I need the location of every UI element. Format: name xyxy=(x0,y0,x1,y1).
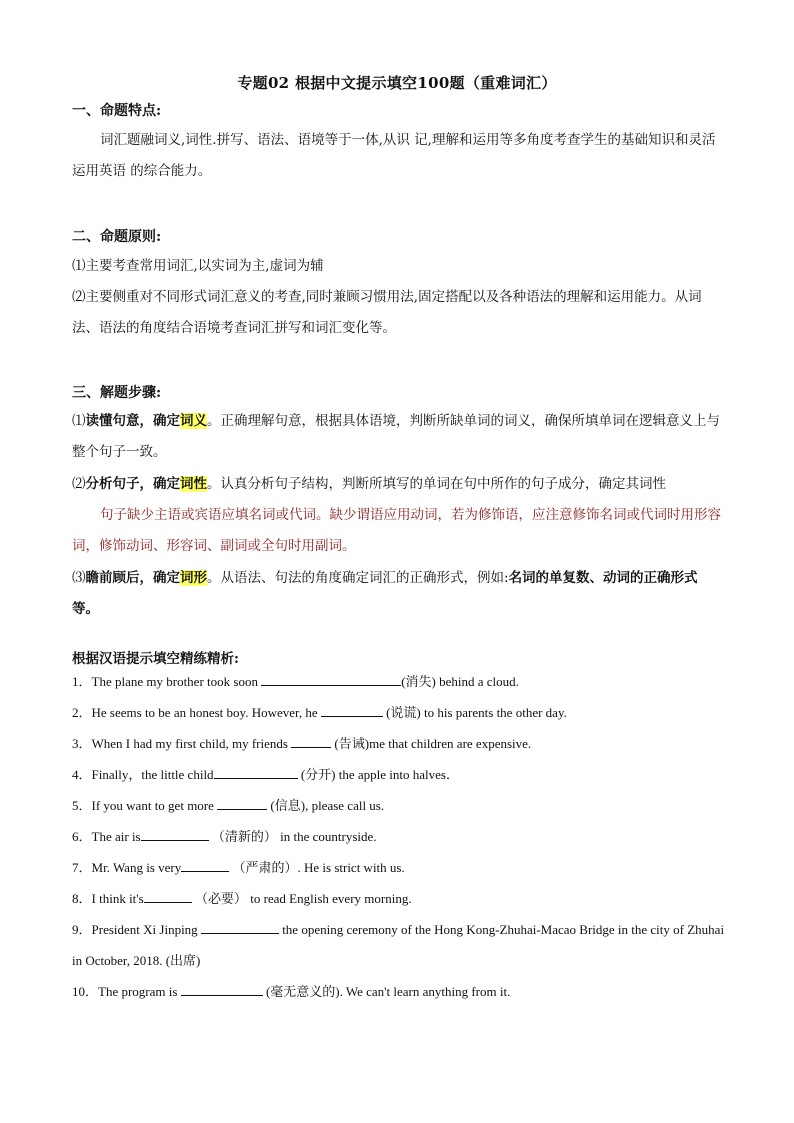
question-number: 8． xyxy=(72,891,92,906)
question-text: I think it's xyxy=(91,891,144,906)
step-1-highlight: 词义 xyxy=(180,413,207,429)
step-3-highlight: 词形 xyxy=(180,570,207,586)
question-hint: (毫无意义的). We can't learn anything from it. xyxy=(262,984,511,999)
step-1-number: ⑴ xyxy=(72,413,86,429)
answer-blank[interactable] xyxy=(321,703,383,717)
section-2-point-1: ⑴主要考查常用词汇,以实词为主,虚词为辅 xyxy=(72,258,324,274)
question-text: The plane my brother took soon xyxy=(91,674,262,689)
question-8 xyxy=(72,883,732,914)
step-2-highlight: 词性 xyxy=(180,476,207,492)
question-hint: （严肃的）. He is strict with us. xyxy=(229,860,405,875)
section-2-point-2: ⑵主要侧重对不同形式词汇意义的考查,同时兼顾习惯用法,固定搭配以及各种语法的理解和运用能力。从词法、语法的角度结合语境考查词汇拼写和词汇变化等。 xyxy=(72,289,702,336)
question-number: 4． xyxy=(72,767,92,782)
question-number: 9． xyxy=(72,922,92,937)
question-text: The air is xyxy=(91,829,141,844)
question-hint: （必要） to read English every morning. xyxy=(191,891,412,906)
question-number: 5． xyxy=(72,798,92,813)
section-1-body: 词汇题融词义,词性.拼写、语法、语境等于一体,从识 记,理解和运用等多角度考查学生的基础知识和灵活运用英语 的综合能力。 xyxy=(72,132,716,179)
step-1 xyxy=(72,406,724,468)
answer-blank[interactable] xyxy=(291,734,331,748)
question-9 xyxy=(72,914,732,976)
question-number: 2． xyxy=(72,705,92,720)
section-2-heading: 二、命题原则: xyxy=(72,229,162,245)
question-hint: (消失) behind a cloud. xyxy=(401,674,519,689)
step-3-number: ⑶ xyxy=(72,570,86,586)
question-number: 7． xyxy=(72,860,92,875)
question-number: 3． xyxy=(72,736,92,751)
question-text: He seems to be an honest boy. However, he xyxy=(91,705,321,720)
section-3-heading: 三、解题步骤: xyxy=(72,385,162,401)
question-hint: (说谎) to his parents the other day. xyxy=(382,705,567,720)
question-4 xyxy=(72,759,732,790)
question-1 xyxy=(72,666,732,697)
question-hint: (分开) the apple into halves． xyxy=(297,767,459,782)
question-number: 1． xyxy=(72,674,92,689)
step-3-bold: 瞻前顾后，确定 xyxy=(85,570,180,586)
answer-blank[interactable] xyxy=(201,920,279,934)
question-5 xyxy=(72,790,732,821)
question-2 xyxy=(72,697,732,728)
question-7 xyxy=(72,852,732,883)
step-3 xyxy=(72,563,724,625)
question-hint: the opening ceremony of the Hong Kong-Zhuhai-Macao Bridge in the city of Zhuhai in October, 2018. (出席) xyxy=(72,922,725,968)
answer-blank[interactable] xyxy=(144,889,192,903)
question-3 xyxy=(72,728,732,759)
answer-blank[interactable] xyxy=(181,982,263,996)
step-3-text: 。从语法、句法的角度确定词汇的正确形式，例如: xyxy=(207,570,509,586)
step-2-number: ⑵ xyxy=(72,476,86,492)
question-text: Finally，the little child xyxy=(91,767,214,782)
question-6 xyxy=(72,821,732,852)
answer-blank[interactable] xyxy=(141,827,209,841)
question-text: President Xi Jinping xyxy=(91,922,201,937)
question-text: When I had my first child, my friends xyxy=(91,736,292,751)
question-10 xyxy=(72,976,732,1007)
question-number: 6． xyxy=(72,829,92,844)
question-text: The program is xyxy=(98,984,181,999)
question-number: 10． xyxy=(72,984,99,999)
question-hint: (信息), please call us. xyxy=(267,798,385,813)
question-hint: (告诫)me that children are expensive. xyxy=(331,736,532,751)
answer-blank[interactable] xyxy=(214,765,298,779)
step-1-text: 。正确理解句意，根据具体语境，判断所缺单词的词义，确保所填单词在逻辑意义上与整个句子一致。 xyxy=(72,413,720,460)
question-text: Mr. Wang is very xyxy=(91,860,182,875)
step-2-note: 句子缺少主语或宾语应填名词或代词。缺少谓语应用动词，若为修饰语，应注意修饰名词或代词时用形容词，修饰动词、形容词、副词或全句时用副词。 xyxy=(72,507,721,554)
step-2-bold: 分析句子，确定 xyxy=(85,476,180,492)
practice-heading: 根据汉语提示填空精练精析: xyxy=(72,651,239,667)
answer-blank[interactable] xyxy=(217,796,267,810)
step-1-bold: 读懂句意，确定 xyxy=(85,413,180,429)
question-text: If you want to get more xyxy=(91,798,218,813)
step-2-text: 。认真分析句子结构，判断所填写的单词在句中所作的句子成分，确定其词性 xyxy=(207,476,666,492)
step-3-bold-end: 名词的单复数、动词的正确形式等。 xyxy=(72,570,698,617)
answer-blank[interactable] xyxy=(181,858,229,872)
step-2 xyxy=(72,469,724,500)
section-1-heading: 一、命题特点: xyxy=(72,103,162,119)
answer-blank[interactable] xyxy=(261,672,401,686)
question-hint: （清新的） in the countryside. xyxy=(208,829,377,844)
page-title: 专题02 根据中文提示填空100题（重难词汇） xyxy=(237,74,557,92)
